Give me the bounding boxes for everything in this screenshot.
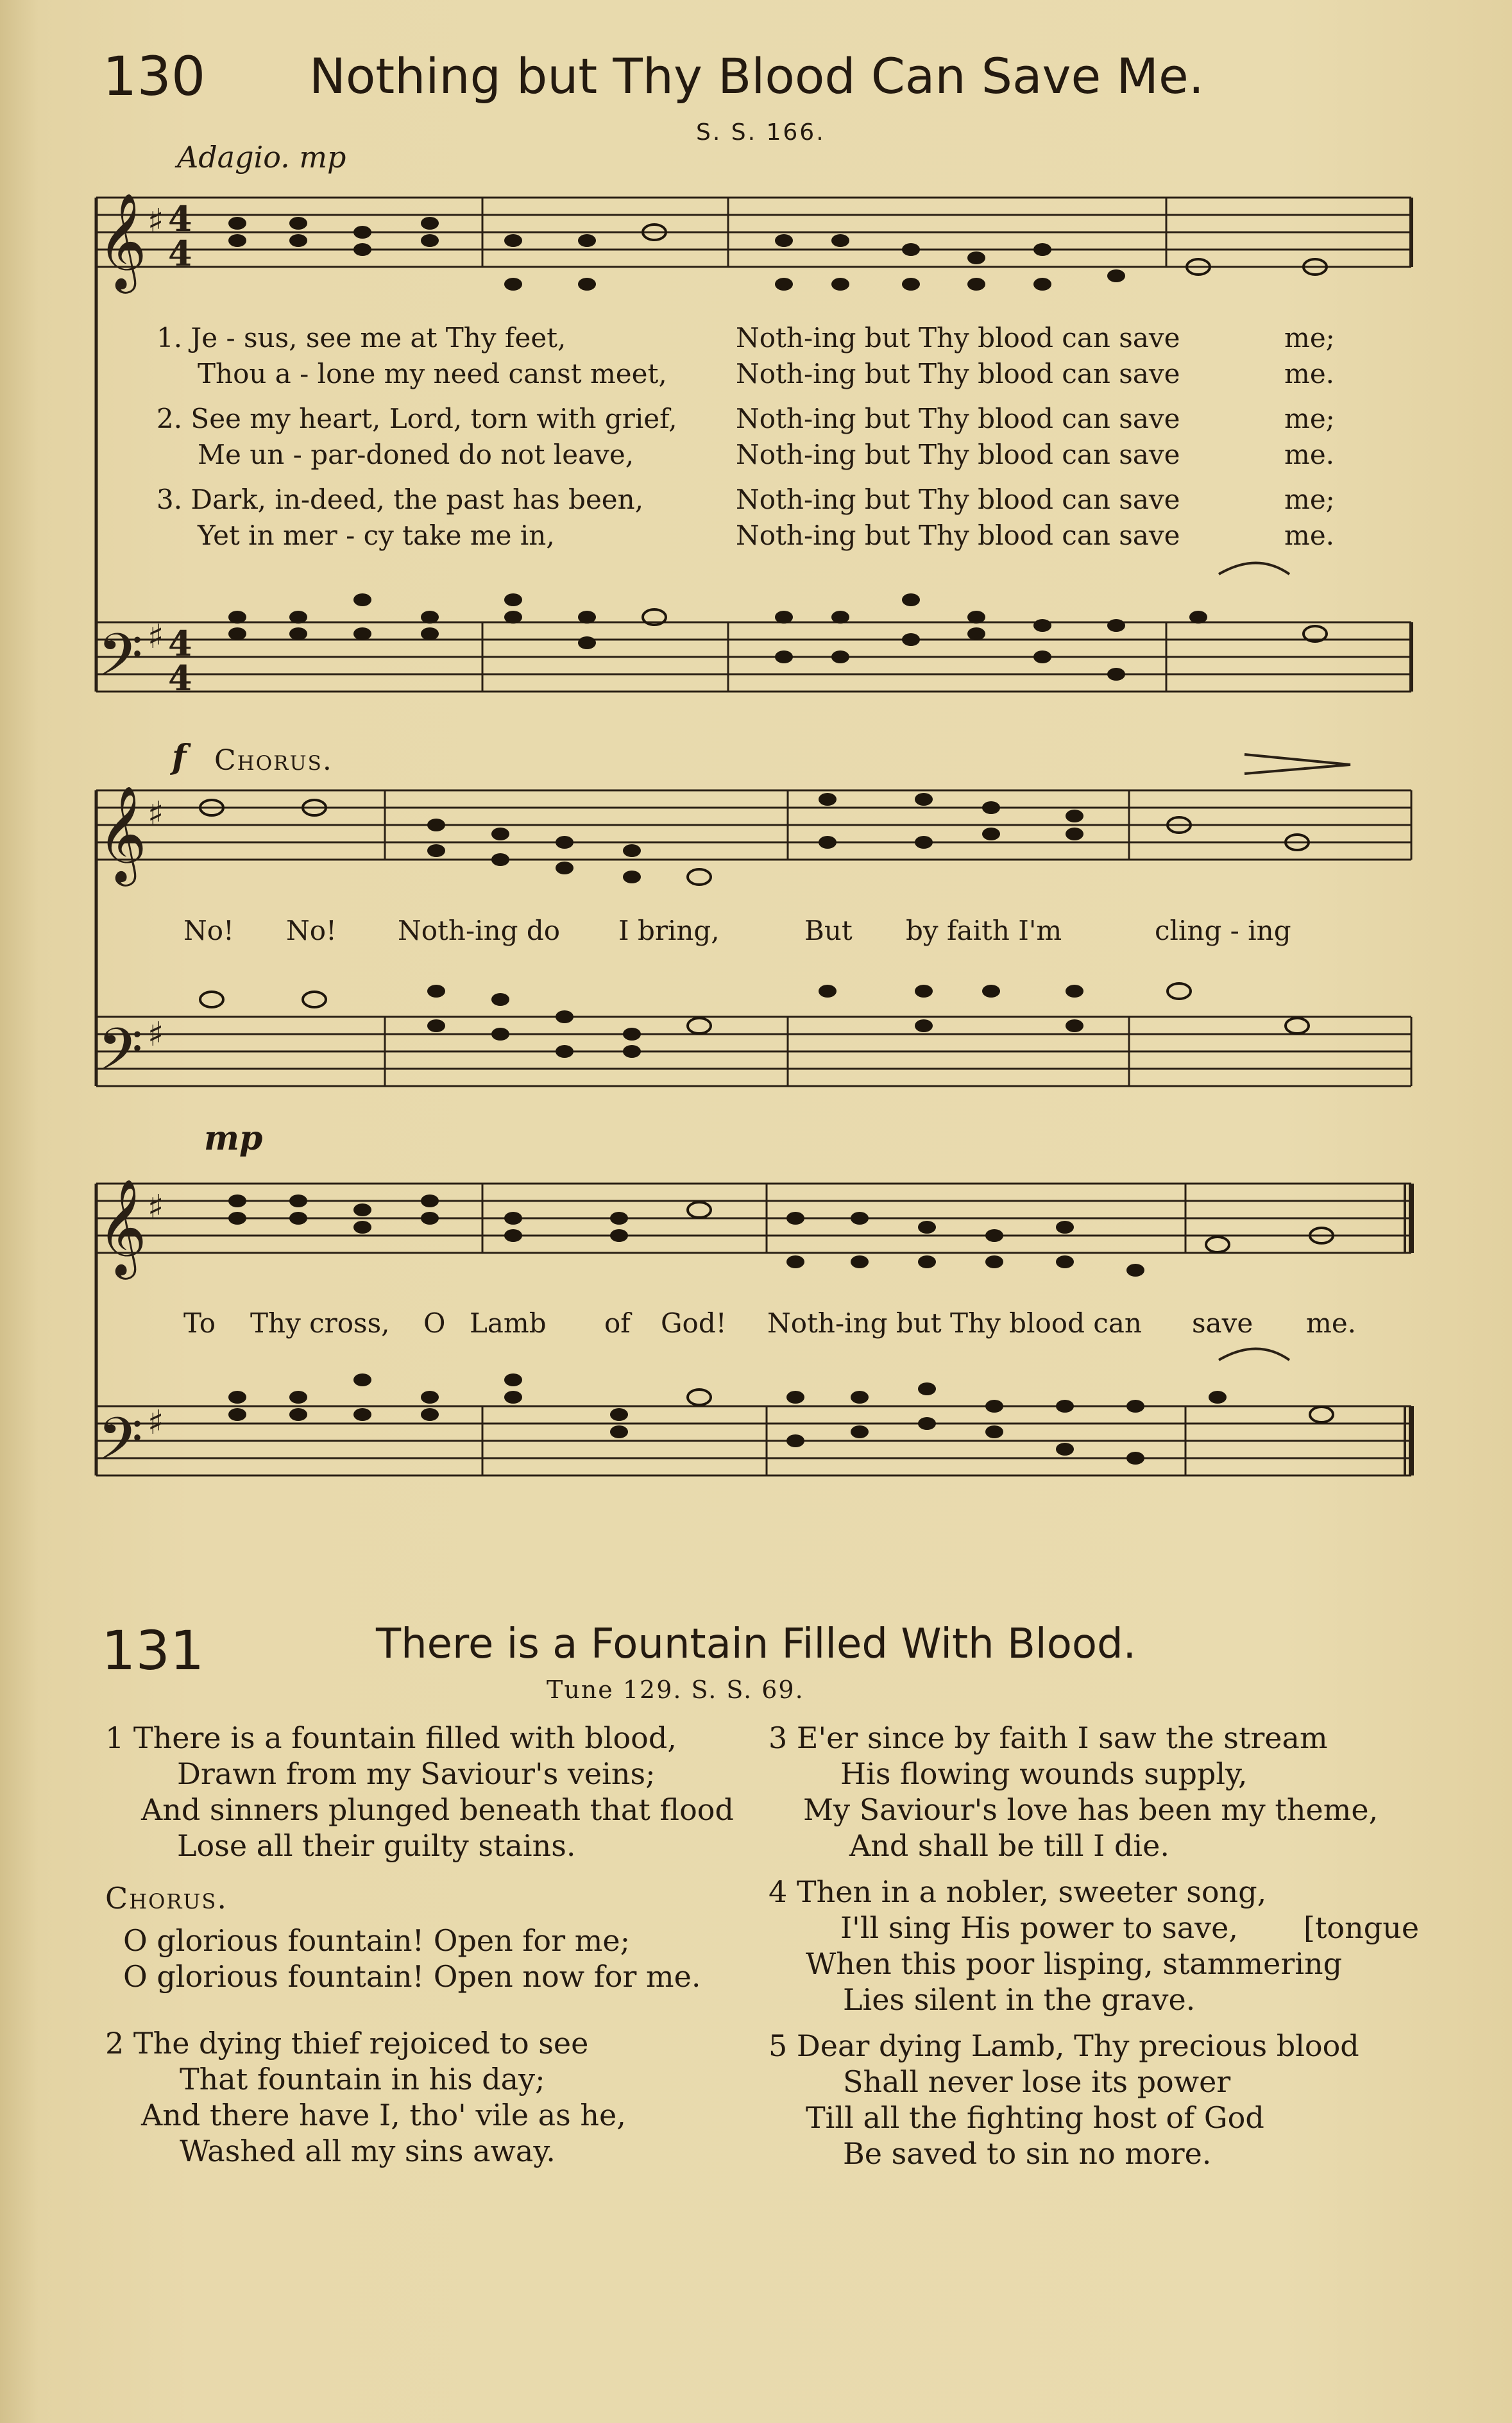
system3-dynamic: mp: [204, 1119, 263, 1158]
hymn-131-number: 131: [101, 1619, 205, 1682]
verse-line: Noth-ing but Thy blood can save: [736, 322, 1180, 353]
system1-bass-notes: [228, 593, 1327, 681]
hymn-130-title: Nothing but Thy Blood Can Save Me.: [309, 47, 1204, 105]
verse-line: Noth-ing but Thy blood can save: [736, 484, 1180, 515]
lyric-word: To: [183, 1307, 216, 1339]
verse-line: 2. See my heart, Lord, torn with grief,: [157, 403, 677, 434]
verse-line: Washed all my sins away.: [180, 2134, 556, 2168]
verse-line: And shall be till I die.: [849, 1828, 1169, 1863]
verse-line: Lies silent in the grave.: [843, 1982, 1196, 2017]
verse-line: Shall never lose its power: [843, 2064, 1231, 2099]
verse-line: When this poor lisping, stammering: [806, 1946, 1343, 1981]
verse-line: me;: [1284, 322, 1335, 353]
system2-notes: [200, 793, 1309, 885]
verse-line: me.: [1284, 520, 1335, 551]
bass-clef-icon: 𝄢: [98, 621, 143, 703]
lyric-word: by faith I'm: [906, 915, 1062, 946]
treble-clef-icon: 𝄞: [98, 192, 147, 289]
verse-line: 1 There is a fountain filled with blood,: [105, 1721, 677, 1755]
lyric-word: me.: [1306, 1307, 1357, 1339]
lyric-word: Noth-ing do: [398, 915, 561, 946]
verse-line: My Saviour's love has been my theme,: [803, 1792, 1379, 1827]
svg-text:4: 4: [168, 623, 192, 664]
svg-text:𝄞: 𝄞: [98, 1178, 147, 1275]
lyric-word: Thy cross,: [250, 1307, 390, 1339]
verse-line: Noth-ing but Thy blood can save: [736, 520, 1180, 551]
tie-icon: [1219, 1349, 1289, 1361]
verse-line: That fountain in his day;: [180, 2062, 545, 2096]
lyric-word: Noth-ing but Thy blood can: [767, 1307, 1142, 1339]
verse-line: me;: [1284, 403, 1335, 434]
lyric-word: cling - ing: [1155, 915, 1291, 946]
svg-text:♯: ♯: [148, 1404, 164, 1442]
lyric-word: O: [423, 1307, 446, 1339]
hymn-130-number: 130: [103, 45, 206, 108]
svg-text:♯: ♯: [148, 1016, 164, 1054]
hymn-130-reference: S. S. 166.: [696, 119, 826, 146]
verse-line: me;: [1284, 484, 1335, 515]
system1-notes: [228, 217, 1327, 291]
hymn-131-tune: Tune 129. S. S. 69.: [547, 1676, 804, 1704]
svg-text:♯: ♯: [148, 1188, 164, 1227]
verse-line: [tongue: [1304, 1910, 1420, 1945]
verse-line: And sinners plunged beneath that flood: [141, 1792, 734, 1827]
system1-treble-staff: [96, 198, 1411, 267]
lyric-word: Lamb: [470, 1307, 547, 1339]
lyric-word: No!: [286, 915, 337, 946]
lyric-word: But: [804, 915, 853, 946]
verse-line: Noth-ing but Thy blood can save: [736, 358, 1180, 389]
chorus-dynamic: f: [172, 738, 187, 777]
verse-line: 1. Je - sus, see me at Thy feet,: [157, 322, 566, 353]
chorus-label: Chorus.: [214, 744, 333, 777]
lyric-word: No!: [183, 915, 234, 946]
lyric-word: save: [1192, 1307, 1253, 1339]
svg-text:4: 4: [168, 198, 192, 239]
verse-line: 5 Dear dying Lamb, Thy precious blood: [769, 2028, 1359, 2063]
verse-line: Thou a - lone my need canst meet,: [198, 358, 667, 389]
lyric-word: God!: [661, 1307, 727, 1339]
svg-text:4: 4: [168, 233, 192, 274]
tempo-marking: Adagio. mp: [177, 140, 346, 174]
svg-text:♯: ♯: [148, 202, 164, 241]
lyric-word: I bring,: [618, 915, 720, 946]
verse-line: 2 The dying thief rejoiced to see: [105, 2026, 589, 2061]
verse-line: Me un - par-doned do not leave,: [198, 439, 634, 470]
verse-line: Yet in mer - cy take me in,: [198, 520, 555, 551]
system2-bass-notes: [200, 983, 1309, 1058]
svg-text:♯: ♯: [148, 795, 164, 833]
verse-line: I'll sing His power to save,: [840, 1910, 1238, 1945]
verse-line: 4 Then in a nobler, sweeter song,: [769, 1875, 1267, 1909]
verse-line: His flowing wounds supply,: [840, 1756, 1248, 1791]
hymn-131-title: There is a Fountain Filled With Blood.: [376, 1620, 1136, 1668]
system3-bass-notes: [228, 1373, 1333, 1465]
verse-line: Noth-ing but Thy blood can save: [736, 403, 1180, 434]
svg-text:♯: ♯: [148, 618, 164, 656]
verse-line: me.: [1284, 358, 1335, 389]
verse-line: Drawn from my Saviour's veins;: [177, 1756, 656, 1791]
verse-line: 3 E'er since by faith I saw the stream: [769, 1721, 1328, 1755]
svg-text:4: 4: [168, 658, 192, 699]
lyric-word: of: [604, 1307, 631, 1339]
svg-text:𝄞: 𝄞: [98, 785, 147, 882]
svg-text:𝄢: 𝄢: [98, 1016, 143, 1098]
verse-line: Till all the fighting host of God: [806, 2100, 1264, 2135]
verse-line: Noth-ing but Thy blood can save: [736, 439, 1180, 470]
verse-line: O glorious fountain! Open for me;: [123, 1923, 631, 1958]
verse-line: Be saved to sin no more.: [843, 2136, 1212, 2171]
verse-line: O glorious fountain! Open now for me.: [123, 1959, 701, 1994]
verse-line: 3. Dark, in-deed, the past has been,: [157, 484, 644, 515]
decrescendo-icon: [1244, 754, 1350, 774]
verse-line: me.: [1284, 439, 1335, 470]
hymn-131-chorus-label: Chorus.: [105, 1881, 228, 1916]
svg-text:𝄢: 𝄢: [98, 1405, 143, 1487]
verse-line: Lose all their guilty stains.: [177, 1828, 576, 1863]
verse-line: And there have I, tho' vile as he,: [141, 2098, 626, 2132]
